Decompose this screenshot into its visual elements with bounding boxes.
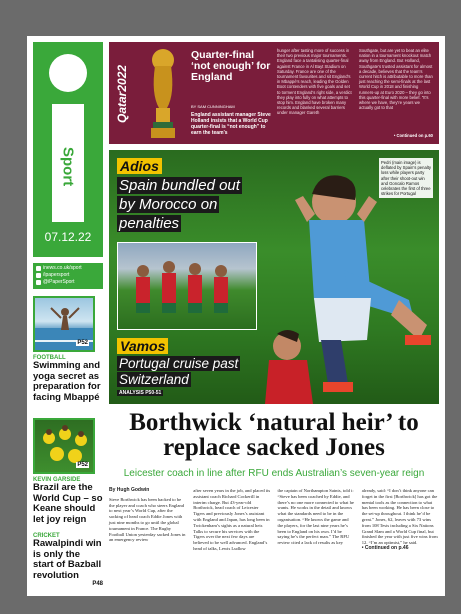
facebook-icon [36,273,41,278]
twitter-icon [36,280,41,285]
page-ref: P52 [77,340,88,346]
page-ref: P48 [92,581,103,587]
portugal-headline[interactable]: Portugal cruise past Switzerland [119,356,239,387]
photo-caption: Pedri (main image) is deflated by Spain’s penalty loss while players party after their shoot-out win and Goncalo Ramos celebrates the first of three strikes for Portugal [379,158,433,198]
promo-byline: BY SAM CUNNINGHAM [191,104,235,109]
promo-body-col-1: hunger after tasting more of success in their two previous major tournaments. England face a tantalising quarter-final against France in Al Bayt Stadium on Saturday. France are one of the tournament favourites and sit England’s in Mbappé’s reach, leading the Golden Boot contenders with five goals and set to torment England’s right side, a verdict they play into fully on what attempts to stop him. England have broken many records and blanked several barriers under manager Gareth [277,48,352,116]
teaser-headline: Swimming and yoga secret as preparation for facing Mbappé [33,360,101,403]
teaser-world-cup[interactable] [33,418,103,525]
lead-body-col-2: after seven years in the job, and placed its assistant coach Richard Cockerill in interim charge. But 43-year-old Borthwick, head coach of Leicester Tigers and previously Jones’s assistant with England and Japan, has long been in Twickenham’s sights as a natural heir. Talks to secure his services with the Tigers over the next few days are believed to be well advanced. England’s head of talks, Lewis Ludlow [193,488,271,551]
lead-body [109,488,439,588]
promo-standfirst: England assistant manager Steve Holland insists that a World Cup quarter-final is “not enough” to earn the team’s [191,112,271,136]
issue-date: 07.12.22 [44,230,92,244]
teaser-cricket[interactable] [33,530,103,587]
teaser-headline: Rawalpindi win is only the start of Bazball revolution [33,538,102,581]
lead-byline: By Hugh Godwin [109,487,150,493]
promo-continued: • Continued on p.60 [393,133,433,138]
vamos-label: Vamos [117,338,168,354]
masthead [33,42,103,257]
teaser-kicker: FOOTBALL [33,355,66,361]
lead-subheadline: Leicester coach in line after RFU ends Australian’s seven-year reign [123,468,425,479]
world-cup-promo[interactable] [109,42,439,144]
adios-label: Adios [117,158,162,174]
masthead-sport-label: Sport [59,147,77,187]
teaser-kicker: CRICKET [33,533,60,539]
promo-body-col-2: Southgate, but are yet to beat an elite nation in a tournament knockout match away from England. But Holland, Southgate’s trusted assistant for almost a decade, believes that the team’s current hitch is attributable to more than just reaching the semi-finals at the last World Cup in 2018 and finishing runners-up at Euro 2020 – they go into this quarter-final with more belief. “It’s where we have, they’re years we actually got to that [359,48,433,111]
lead-body-col-1: By Hugh Godwin Steve Borthwick has been backed to be the player and coach who steers England to next year’s World Cup, after the sacking of head coach Eddie Jones with just nine months to go until the global tournament in France. The Rugby Football Union yesterday sacked Jones in an emergency review [109,487,186,543]
spain-headline[interactable]: Spain bundled out by Morocco on penalties [119,177,240,232]
teaser-headline: Brazil are the World Cup – so Keane should let joy reign [33,482,103,525]
social-item-twitter[interactable]: @iPaperSport [36,279,100,286]
promo-tag: Qatar2022 [115,64,129,124]
lead-headline[interactable]: Borthwick ‘natural heir’ to replace sacked Jones [129,409,419,461]
newspaper-front-page [27,36,445,596]
page-ref: P52 [77,462,88,468]
morocco-inset-photo [117,242,257,330]
lead-body-col-3: the captain of Northampton Saints, told i: “Steve has been coached by Eddie, and there’s no one more connected to what he wants. He works in the detail and knows what the standards need to be in the organisation. “He knows the game and the players, for the last nine years he’s been to England on his own. I’d be saying he’s the perfect man.” The RFU review cited a lack of results as key [277,488,354,546]
analysis-page-ref: ANALYSIS P50-51 [119,390,162,396]
trophy-icon [147,46,179,142]
promo-headline: Quarter-final ‘not enough’ for England [191,49,271,83]
masthead-logo-dot [49,54,87,92]
left-column [33,42,103,590]
lead-continued: • Continued on p.46 [361,544,409,551]
teaser-kicker: KEVIN GARSIDE [33,477,81,483]
social-item-web[interactable]: inews.co.uk/sport [36,265,100,272]
teaser-football[interactable] [33,296,103,403]
social-links [33,263,103,289]
morocco-players-illustration [118,243,257,330]
social-item-facebook[interactable]: /ipapersport [36,272,100,279]
lead-photo [109,150,439,404]
globe-icon [36,266,41,271]
teaser-photo-brazil [33,418,95,474]
lead-body-col-4: already, said: “I don’t think anyone can forget in the first [Borthwick] has got the mental tools as the connection to what has been working. He has been close to the set-up throughout. I think he’d be great.” Jones, 62, leaves with 73 wins from 108 Tests including a Six Nations Grand Slam and a World Cup final, but finished the year with just five wins from 12. “I’m an optimist,” he said. • Continued on p.46 [361,488,438,551]
teaser-photo-swimmer [33,296,95,352]
